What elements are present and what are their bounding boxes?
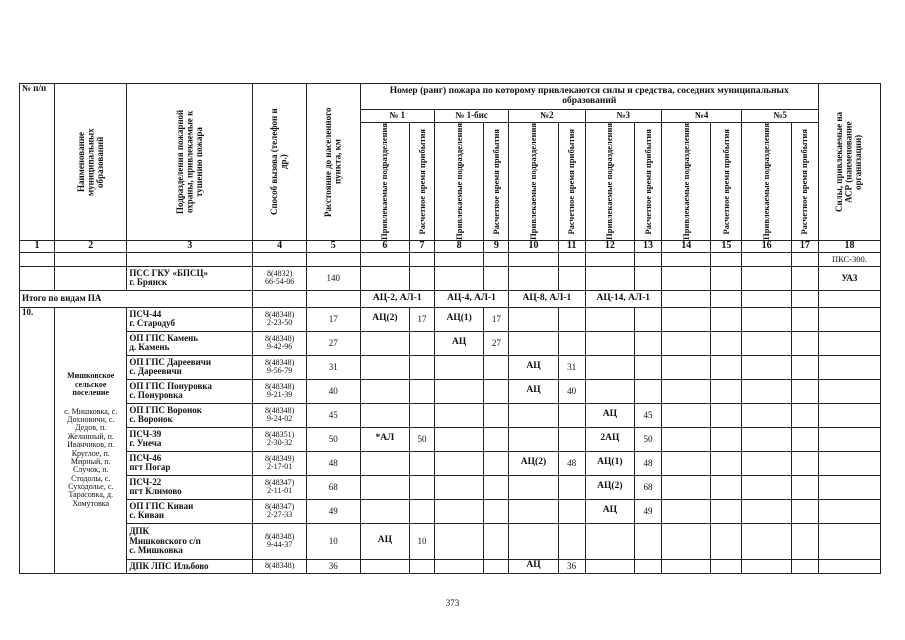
- empty-cell: [791, 523, 818, 559]
- arrival-time: [484, 523, 509, 559]
- column-number: 7: [410, 240, 435, 252]
- empty-cell: [742, 451, 792, 475]
- empty-cell: [661, 427, 711, 451]
- rank-units: АЦ: [434, 331, 484, 355]
- rank-header-5: №5: [742, 110, 818, 123]
- rank-units: АЦ(2): [585, 475, 635, 499]
- empty-cell: [661, 451, 711, 475]
- distance: 48: [306, 451, 360, 475]
- arrival-time: [484, 475, 509, 499]
- table-row: [20, 403, 881, 427]
- rank-units: [585, 523, 635, 559]
- phone-number: 8(48347) 2-27-33: [253, 499, 307, 523]
- rank-units: [585, 331, 635, 355]
- sub-header-time: Расчетное время прибытия: [791, 123, 818, 241]
- arrival-time: [484, 499, 509, 523]
- asr-cell: [818, 331, 880, 355]
- unit-name: ОП ГПС Воронок с. Воронок: [127, 403, 253, 427]
- arrival-time: [558, 499, 585, 523]
- arrival-time: [484, 451, 509, 475]
- rank-units: [585, 379, 635, 403]
- municipality-cell: Мишковское сельское поселение с. Мишковка, с. Дохновичи, с. Дедов, п. Желанный, п. Иванчиков, п. Круглое, п. Мирный, п. Случок, п. Стодолы, с. Суходолье, с. Тарасовка, д. Хомутовка: [55, 307, 127, 573]
- rank-units: [509, 475, 559, 499]
- empty-cell: [791, 427, 818, 451]
- asr-cell: [818, 355, 880, 379]
- empty-cell: [791, 355, 818, 379]
- distance: 45: [306, 403, 360, 427]
- rank-units: [509, 499, 559, 523]
- arrival-time: [635, 307, 662, 331]
- asr-cell: [818, 451, 880, 475]
- arrival-time: 17: [410, 307, 435, 331]
- sub-header-time: Расчетное время прибытия: [484, 123, 509, 241]
- rank-units: [360, 499, 410, 523]
- rank-header-1bis: № 1-бис: [434, 110, 508, 123]
- column-number: 16: [742, 240, 792, 252]
- empty-cell: [711, 427, 742, 451]
- distance: 68: [306, 475, 360, 499]
- arrival-time: [410, 451, 435, 475]
- arrival-time: [484, 427, 509, 451]
- table-row: [20, 499, 881, 523]
- sub-header-units: Привлекаемые подразделения: [434, 123, 484, 241]
- arrival-time: [410, 379, 435, 403]
- arrival-time: [558, 331, 585, 355]
- col-header-asr: Силы, привлекаемые на АСР (наименование организации): [818, 84, 880, 241]
- empty-cell: [791, 451, 818, 475]
- rank-header-3: №3: [585, 110, 661, 123]
- sub-header-time: Расчетное время прибытия: [410, 123, 435, 241]
- rank-units: [434, 379, 484, 403]
- arrival-time: [635, 523, 662, 559]
- table-row: [20, 331, 881, 355]
- table-row: [20, 427, 881, 451]
- column-number: 5: [306, 240, 360, 252]
- asr-cell: [818, 307, 880, 331]
- table-row: [20, 307, 881, 331]
- asr-cell: [818, 559, 880, 573]
- rank-units: [360, 331, 410, 355]
- unit-name: ДПК ЛПС Ильбово: [127, 559, 253, 573]
- rank-units: [434, 559, 484, 573]
- arrival-time: [558, 307, 585, 331]
- empty-cell: [791, 331, 818, 355]
- unit-pss: ПСС ГКУ «БПСЦ» г. Брянск: [127, 266, 253, 290]
- column-number: 12: [585, 240, 635, 252]
- empty-cell: [661, 355, 711, 379]
- empty-cell: [711, 559, 742, 573]
- sub-header-units: Привлекаемые подразделения: [661, 123, 711, 241]
- rank-header-2: №2: [509, 110, 585, 123]
- col-header-municipality: Наименование муниципальных образований: [55, 84, 127, 241]
- arrival-time: [484, 379, 509, 403]
- table-row: [20, 379, 881, 403]
- totals-label: Итого по видам ПА: [20, 290, 253, 307]
- empty-cell: [742, 427, 792, 451]
- sub-header-units: Привлекаемые подразделения: [360, 123, 410, 241]
- arrival-time: 31: [558, 355, 585, 379]
- rank-units: АЦ: [585, 499, 635, 523]
- arrival-time: 17: [484, 307, 509, 331]
- table-row: [20, 523, 881, 559]
- unit-name: ПСЧ-39 г. Унеча: [127, 427, 253, 451]
- empty-cell: [742, 475, 792, 499]
- arrival-time: [635, 559, 662, 573]
- empty-cell: [742, 355, 792, 379]
- asr-cell: [818, 499, 880, 523]
- rank-units: [509, 403, 559, 427]
- rank-units: [434, 355, 484, 379]
- arrival-time: 50: [635, 427, 662, 451]
- rank-units: [509, 331, 559, 355]
- asr-uaz: УАЗ: [818, 266, 880, 290]
- phone-number: 8(48351) 2-30-32: [253, 427, 307, 451]
- column-number: 9: [484, 240, 509, 252]
- distance: 17: [306, 307, 360, 331]
- column-number: 1: [20, 240, 55, 252]
- arrival-time: 10: [410, 523, 435, 559]
- distance: 49: [306, 499, 360, 523]
- rank-units: [434, 523, 484, 559]
- phone-number: 8(48348) 9-42-96: [253, 331, 307, 355]
- empty-cell: [791, 403, 818, 427]
- column-number: 14: [661, 240, 711, 252]
- blank-cell: [20, 252, 55, 266]
- page-number: 373: [445, 598, 460, 608]
- rank-units: АЦ: [360, 523, 410, 559]
- arrival-time: [635, 355, 662, 379]
- rank-units: [360, 475, 410, 499]
- sub-header-time: Расчетное время прибытия: [711, 123, 742, 241]
- col-header-number: № п/п: [20, 84, 55, 241]
- col-header-distance: Расстояние до населенного пункта, км: [306, 84, 360, 241]
- rank-units: АЦ: [509, 355, 559, 379]
- empty-cell: [711, 523, 742, 559]
- empty-cell: [711, 355, 742, 379]
- phone-number: 8(48348) 9-44-37: [253, 523, 307, 559]
- unit-name: ОП ГПС Камень д. Камень: [127, 331, 253, 355]
- empty-cell: [711, 307, 742, 331]
- phone-number: 8(48348) 9-24-02: [253, 403, 307, 427]
- arrival-time: [410, 475, 435, 499]
- arrival-time: [635, 331, 662, 355]
- arrival-time: [410, 499, 435, 523]
- distance-pss: 140: [306, 266, 360, 290]
- column-number: 11: [558, 240, 585, 252]
- rank-units: [585, 559, 635, 573]
- column-number: 3: [127, 240, 253, 252]
- sub-header-units: Привлекаемые подразделения: [509, 123, 559, 241]
- rank-units: [360, 403, 410, 427]
- sub-header-time: Расчетное время прибытия: [635, 123, 662, 241]
- sub-header-units: Привлекаемые подразделения: [742, 123, 792, 241]
- distance: 27: [306, 331, 360, 355]
- rank-units: АЦ(2): [509, 451, 559, 475]
- empty-cell: [661, 499, 711, 523]
- empty-cell: [791, 499, 818, 523]
- arrival-time: [558, 403, 585, 427]
- col-header-call-method: Способ вызова (телефон и др.): [253, 84, 307, 241]
- section-number: 10.: [20, 307, 55, 573]
- empty-cell: [742, 331, 792, 355]
- empty-cell: [661, 523, 711, 559]
- blank-cell: [127, 252, 253, 266]
- unit-name: ПСЧ-22 пгт Климово: [127, 475, 253, 499]
- rank-units: [434, 403, 484, 427]
- column-number: 17: [791, 240, 818, 252]
- sub-header-units: Привлекаемые подразделения: [585, 123, 635, 241]
- empty-cell: [791, 475, 818, 499]
- rank-units: [585, 355, 635, 379]
- phone-number: 8(48349) 2-17-01: [253, 451, 307, 475]
- table-row: [20, 355, 881, 379]
- empty-cell: [661, 559, 711, 573]
- col-header-units: Подразделения пожарной охраны, привлекаемые к тушению пожара: [127, 84, 253, 241]
- rank-units: [434, 427, 484, 451]
- table-row: [20, 559, 881, 573]
- empty-cell: [711, 331, 742, 355]
- empty-cell: [711, 451, 742, 475]
- phone-number: 8(48348) 9-21-39: [253, 379, 307, 403]
- column-number: 15: [711, 240, 742, 252]
- empty-cell: [661, 307, 711, 331]
- arrival-time: [558, 523, 585, 559]
- col-header-rank-group: Номер (ранг) пожара по которому привлекаются силы и средства, соседних муниципальных образований: [360, 84, 818, 110]
- phone-pss: 8(4832) 66-54-06: [253, 266, 307, 290]
- phone-number: 8(48348) 2-23-50: [253, 307, 307, 331]
- rank-units: [360, 379, 410, 403]
- asr-cell: [818, 379, 880, 403]
- unit-name: ОП ГПС Дареевичи с. Дареевичи: [127, 355, 253, 379]
- empty-cell: [661, 475, 711, 499]
- rank-units: АЦ: [509, 559, 559, 573]
- column-number: 18: [818, 240, 880, 252]
- distance: 36: [306, 559, 360, 573]
- empty-cell: [742, 403, 792, 427]
- arrival-time: [410, 559, 435, 573]
- empty-cell: [742, 559, 792, 573]
- empty-cell: [791, 379, 818, 403]
- rank-units: АЦ: [585, 403, 635, 427]
- unit-name: ПСЧ-44 г. Стародуб: [127, 307, 253, 331]
- rank-units: АЦ(1): [585, 451, 635, 475]
- arrival-time: 27: [484, 331, 509, 355]
- arrival-time: [484, 355, 509, 379]
- phone-number: 8(48347) 2-11-01: [253, 475, 307, 499]
- arrival-time: 45: [635, 403, 662, 427]
- arrival-time: [635, 379, 662, 403]
- totals-rank-2: АЦ-8, АЛ-1: [509, 290, 585, 307]
- empty-cell: [711, 475, 742, 499]
- column-number: 2: [55, 240, 127, 252]
- empty-cell: [742, 499, 792, 523]
- rank-header-1: № 1: [360, 110, 434, 123]
- totals-rank-1bis: АЦ-4, АЛ-1: [434, 290, 508, 307]
- totals-rank-3: АЦ-14, АЛ-1: [585, 290, 661, 307]
- phone-number: 8(48348): [253, 559, 307, 573]
- rank-units: [509, 307, 559, 331]
- empty-cell: [742, 523, 792, 559]
- unit-name: ОП ГПС Киваи с. Киваи: [127, 499, 253, 523]
- rank-units: *АЛ: [360, 427, 410, 451]
- empty-cell: [661, 379, 711, 403]
- arrival-time: 49: [635, 499, 662, 523]
- rank-units: [360, 451, 410, 475]
- column-number: 13: [635, 240, 662, 252]
- rank-units: [509, 523, 559, 559]
- empty-cell: [661, 331, 711, 355]
- arrival-time: [558, 475, 585, 499]
- empty-cell: [711, 379, 742, 403]
- arrival-time: 50: [410, 427, 435, 451]
- distance: 50: [306, 427, 360, 451]
- arrival-time: 40: [558, 379, 585, 403]
- rank-header-4: №4: [661, 110, 741, 123]
- empty-cell: [742, 307, 792, 331]
- rank-units: [360, 355, 410, 379]
- sub-header-time: Расчетное время прибытия: [558, 123, 585, 241]
- arrival-time: [410, 355, 435, 379]
- arrival-time: [558, 427, 585, 451]
- table-row: [20, 475, 881, 499]
- column-number: 8: [434, 240, 484, 252]
- empty-cell: [711, 499, 742, 523]
- blank-cell: [306, 252, 360, 266]
- rank-units: АЦ(1): [434, 307, 484, 331]
- arrival-time: [484, 403, 509, 427]
- empty-cell: [711, 403, 742, 427]
- unit-name: ДПК Мишковского с/п с. Мишковка: [127, 523, 253, 559]
- arrival-time: 48: [635, 451, 662, 475]
- unit-name: ПСЧ-46 пгт Погар: [127, 451, 253, 475]
- rank-units: [509, 427, 559, 451]
- asr-cell: [818, 523, 880, 559]
- rank-units: [585, 307, 635, 331]
- column-number: 4: [253, 240, 307, 252]
- blank-cell: [55, 252, 127, 266]
- arrival-time: [484, 559, 509, 573]
- rank-units: АЦ: [509, 379, 559, 403]
- empty-cell: [791, 307, 818, 331]
- distance: 31: [306, 355, 360, 379]
- arrival-time: [410, 331, 435, 355]
- asr-cell: [818, 403, 880, 427]
- blank-cell: [253, 252, 307, 266]
- rank-units: [434, 451, 484, 475]
- rank-units: АЦ(2): [360, 307, 410, 331]
- arrival-time: 48: [558, 451, 585, 475]
- rank-units: [360, 559, 410, 573]
- arrival-time: 36: [558, 559, 585, 573]
- arrival-time: [410, 403, 435, 427]
- arrival-time: 68: [635, 475, 662, 499]
- column-number: 6: [360, 240, 410, 252]
- fire-forces-table: [19, 83, 881, 574]
- rank-units: [434, 499, 484, 523]
- unit-name: ОП ГПС Понуровка с. Понуровка: [127, 379, 253, 403]
- asr-cell: [818, 475, 880, 499]
- rank-units: [434, 475, 484, 499]
- distance: 10: [306, 523, 360, 559]
- totals-rank-1: АЦ-2, АЛ-1: [360, 290, 434, 307]
- asr-pks: ПКС-300.: [818, 252, 880, 266]
- empty-cell: [661, 403, 711, 427]
- rank-units: 2АЦ: [585, 427, 635, 451]
- asr-cell: [818, 427, 880, 451]
- column-number: 10: [509, 240, 559, 252]
- empty-cell: [742, 379, 792, 403]
- distance: 40: [306, 379, 360, 403]
- empty-cell: [791, 559, 818, 573]
- phone-number: 8(48348) 9-56-79: [253, 355, 307, 379]
- table-row: [20, 451, 881, 475]
